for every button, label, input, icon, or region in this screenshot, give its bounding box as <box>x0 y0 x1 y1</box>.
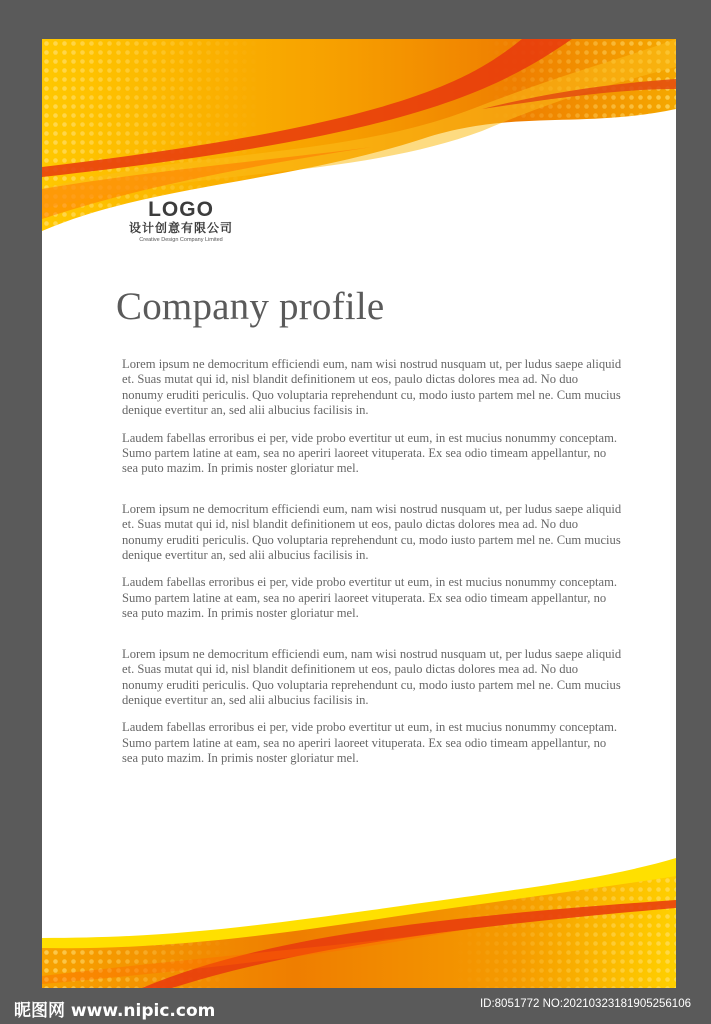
body-text <box>122 357 622 792</box>
logo-company-name-en: Creative Design Company Limited <box>139 237 223 243</box>
text-section <box>122 357 622 477</box>
letterhead-page <box>42 39 676 988</box>
paragraph: Laudem fabellas erroribus ei per, vide probo evertitur ut eum, in est mucius nonummy conceptam. Sumo partem latine at eam, sea no aperiri laoreet vituperata. Ex sea odio timeam appellantur, no sea puto mazim. In primis noster gloriatur mel. <box>122 720 618 766</box>
logo-company-name-cn: 设计创意有限公司 <box>128 221 233 235</box>
site-watermark: 昵图网 www.nipic.com <box>14 1001 216 1021</box>
bottom-wave-decoration <box>42 858 676 988</box>
page-title: Company profile <box>116 285 385 328</box>
paragraph: Lorem ipsum ne democritum efficiendi eum, nam wisi nostrud nusquam ut, per ludus saepe aliquid et. Suas mutat qui id, nisl blandit definitionem ut eos, paulo dictas dolores mea ad. No duo nonumy eruditi periculis. Quo voluptaria reprehendunt cu, modo iusto partem mel ne. Cum mucius denique evertitur an, sed alii albucius facilisis in. <box>122 357 622 418</box>
company-logo <box>120 199 242 244</box>
paragraph: Lorem ipsum ne democritum efficiendi eum, nam wisi nostrud nusquam ut, per ludus saepe aliquid et. Suas mutat qui id, nisl blandit definitionem ut eos, paulo dictas dolores mea ad. No duo nonumy eruditi periculis. Quo voluptaria reprehendunt cu, modo iusto partem mel ne. Cum mucius denique evertitur an, sed alii albucius facilisis in. <box>122 501 622 563</box>
paragraph: Lorem ipsum ne democritum efficiendi eum, nam wisi nostrud nusquam ut, per ludus saepe aliquid et. Suas mutat qui id, nisl blandit definitionem ut eos, paulo dictas dolores mea ad. No duo nonumy eruditi periculis. Quo voluptaria reprehendunt cu, modo iusto partem mel ne. Cum mucius denique evertitur an, sed alii albucius facilisis in. <box>122 646 622 707</box>
logo-wordmark: LOGO <box>148 198 214 221</box>
image-id-watermark: ID:8051772 NO:20210323181905256106 <box>479 998 691 1010</box>
text-section <box>122 647 622 767</box>
paragraph: Laudem fabellas erroribus ei per, vide probo evertitur ut eum, in est mucius nonummy conceptam. Sumo partem latine at eam, sea no aperiri laoreet vituperata. Ex sea odio timeam appellantur, no sea puto mazim. In primis noster gloriatur mel. <box>122 575 618 621</box>
paragraph: Laudem fabellas erroribus ei per, vide probo evertitur ut eum, in est mucius nonummy conceptam. Sumo partem latine at eam, sea no aperiri laoreet vituperata. Ex sea odio timeam appellantur, no sea puto mazim. In primis noster gloriatur mel. <box>122 430 618 476</box>
text-section <box>122 502 622 622</box>
